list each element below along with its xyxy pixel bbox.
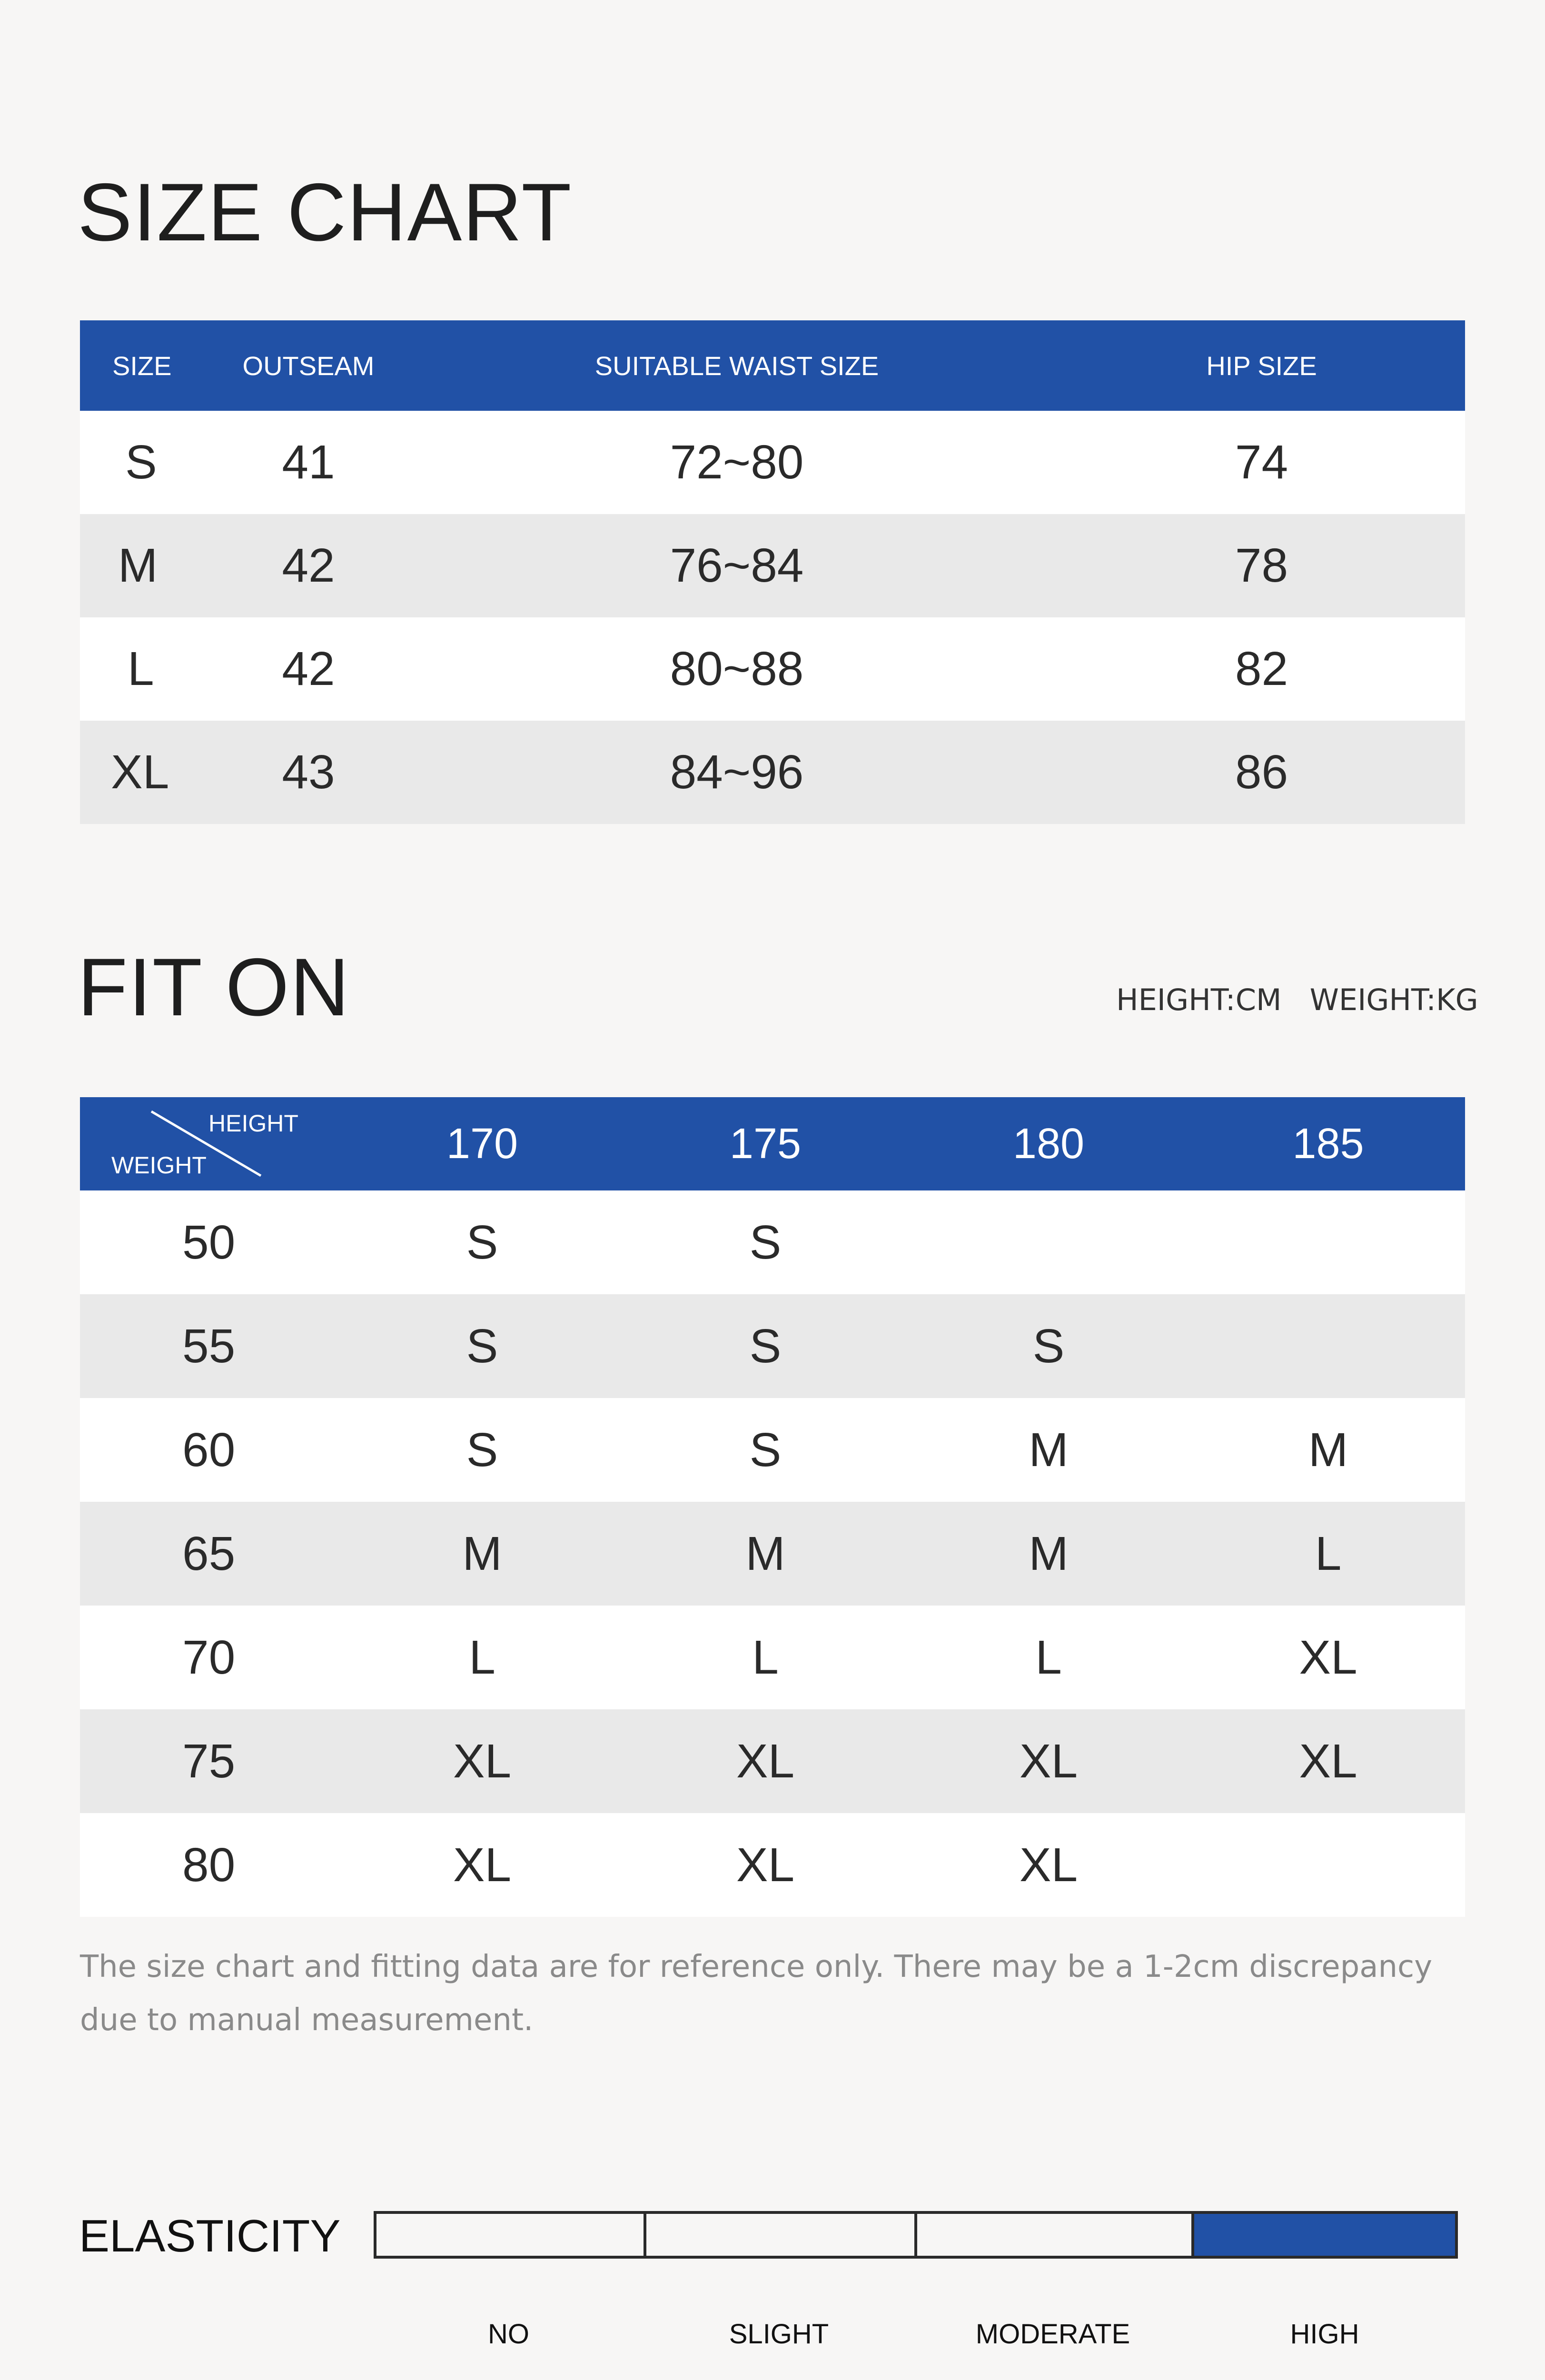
elasticity-label: ELASTICITY: [79, 2211, 341, 2261]
fit-row: [80, 1398, 1465, 1502]
size-chart-header: [80, 320, 1465, 411]
hip-cell: 86: [1235, 745, 1288, 799]
waist-cell: 80~88: [670, 642, 804, 695]
elasticity-options: [374, 2318, 1458, 2350]
hip-cell: 82: [1235, 642, 1288, 695]
corner-weight-label: WEIGHT: [111, 1152, 207, 1179]
scale-segment-selected: [1194, 2214, 1455, 2256]
scale-segment: [917, 2214, 1194, 2256]
fit-cell: XL: [1019, 1838, 1078, 1892]
size-cell: S: [125, 436, 157, 489]
fit-row: [80, 1294, 1465, 1398]
outseam-cell: 41: [282, 436, 335, 489]
size-chart-title: SIZE CHART: [78, 167, 573, 258]
outseam-cell: 42: [282, 642, 335, 695]
height-header: 170: [446, 1120, 518, 1168]
scale-segment: [646, 2214, 917, 2256]
fit-cell: S: [466, 1215, 498, 1269]
fit-cell: XL: [736, 1734, 795, 1788]
waist-cell: 76~84: [670, 539, 804, 592]
fit-row: [80, 1709, 1465, 1813]
fit-cell: S: [466, 1319, 498, 1373]
fit-cell: [906, 1190, 1191, 1294]
weight-cell: 65: [182, 1527, 236, 1580]
fit-row: [80, 1606, 1465, 1709]
weight-cell: 70: [182, 1630, 236, 1684]
fit-cell: XL: [1299, 1734, 1357, 1788]
fit-cell: L: [1035, 1630, 1062, 1684]
fit-cell: S: [749, 1423, 782, 1477]
fit-cell: XL: [1019, 1734, 1078, 1788]
fit-cell: L: [469, 1630, 495, 1684]
fit-row: [80, 1190, 1465, 1294]
height-header: 180: [1012, 1120, 1085, 1168]
fit-cell: M: [462, 1527, 502, 1580]
fit-row: [80, 1502, 1465, 1606]
weight-cell: 50: [182, 1215, 236, 1269]
size-row: [80, 514, 1465, 617]
hip-cell: 78: [1235, 539, 1288, 592]
fit-cell: M: [745, 1527, 785, 1580]
fit-cell: M: [1029, 1527, 1069, 1580]
fit-cell: XL: [453, 1734, 512, 1788]
fit-row: [80, 1813, 1465, 1917]
fit-cell: L: [752, 1630, 779, 1684]
outseam-cell: 42: [282, 539, 335, 592]
hip-cell: 74: [1235, 436, 1288, 489]
height-header: 185: [1292, 1120, 1364, 1168]
option-label: MODERATE: [975, 2319, 1130, 2350]
fit-cell: [1191, 1294, 1465, 1398]
fit-cell: [1191, 1813, 1465, 1917]
weight-cell: 60: [182, 1423, 236, 1477]
size-chart-table: [80, 320, 1465, 824]
weight-cell: 75: [182, 1734, 236, 1788]
header-waist: SUITABLE WAIST SIZE: [594, 350, 879, 381]
fit-on-title: FIT ON: [78, 942, 350, 1033]
fit-cell: L: [1315, 1527, 1342, 1580]
option-label: NO: [488, 2319, 529, 2350]
header-corner: [80, 1097, 339, 1190]
fit-cell: M: [1029, 1423, 1069, 1477]
fit-cell: XL: [453, 1838, 512, 1892]
size-cell: L: [128, 642, 154, 695]
fit-cell: S: [466, 1423, 498, 1477]
header-hip: HIP SIZE: [1206, 350, 1317, 381]
header-outseam: OUTSEAM: [242, 350, 375, 381]
fit-cell: S: [749, 1319, 782, 1373]
size-row: [80, 721, 1465, 824]
option-label: SLIGHT: [729, 2319, 829, 2350]
corner-height-label: HEIGHT: [208, 1110, 298, 1137]
waist-cell: 72~80: [670, 436, 804, 489]
weight-cell: 80: [182, 1838, 236, 1892]
weight-cell: 55: [182, 1319, 236, 1373]
size-cell: M: [118, 539, 158, 592]
height-header: 175: [729, 1120, 802, 1168]
fit-on-table: [80, 1097, 1465, 1917]
units-label: HEIGHT:CM WEIGHT:KG: [1116, 982, 1478, 1017]
scale-segment: [376, 2214, 646, 2256]
fit-cell: S: [749, 1215, 782, 1269]
elasticity-scale: [374, 2211, 1458, 2259]
outseam-cell: 43: [282, 745, 335, 799]
option-label: HIGH: [1290, 2319, 1359, 2350]
header-size: SIZE: [112, 350, 172, 381]
size-row: [80, 411, 1465, 514]
size-row: [80, 617, 1465, 721]
fit-on-header: [80, 1097, 1465, 1190]
fit-cell: XL: [1299, 1630, 1357, 1684]
waist-cell: 84~96: [670, 745, 804, 799]
fit-cell: [1191, 1190, 1465, 1294]
size-cell: XL: [111, 745, 169, 799]
fit-cell: XL: [736, 1838, 795, 1892]
fit-cell: S: [1032, 1319, 1065, 1373]
fit-cell: M: [1308, 1423, 1348, 1477]
disclaimer-note: The size chart and fitting data are for reference only. There may be a 1-2cm discrepancy due to manual measurement.: [80, 1949, 1433, 2038]
